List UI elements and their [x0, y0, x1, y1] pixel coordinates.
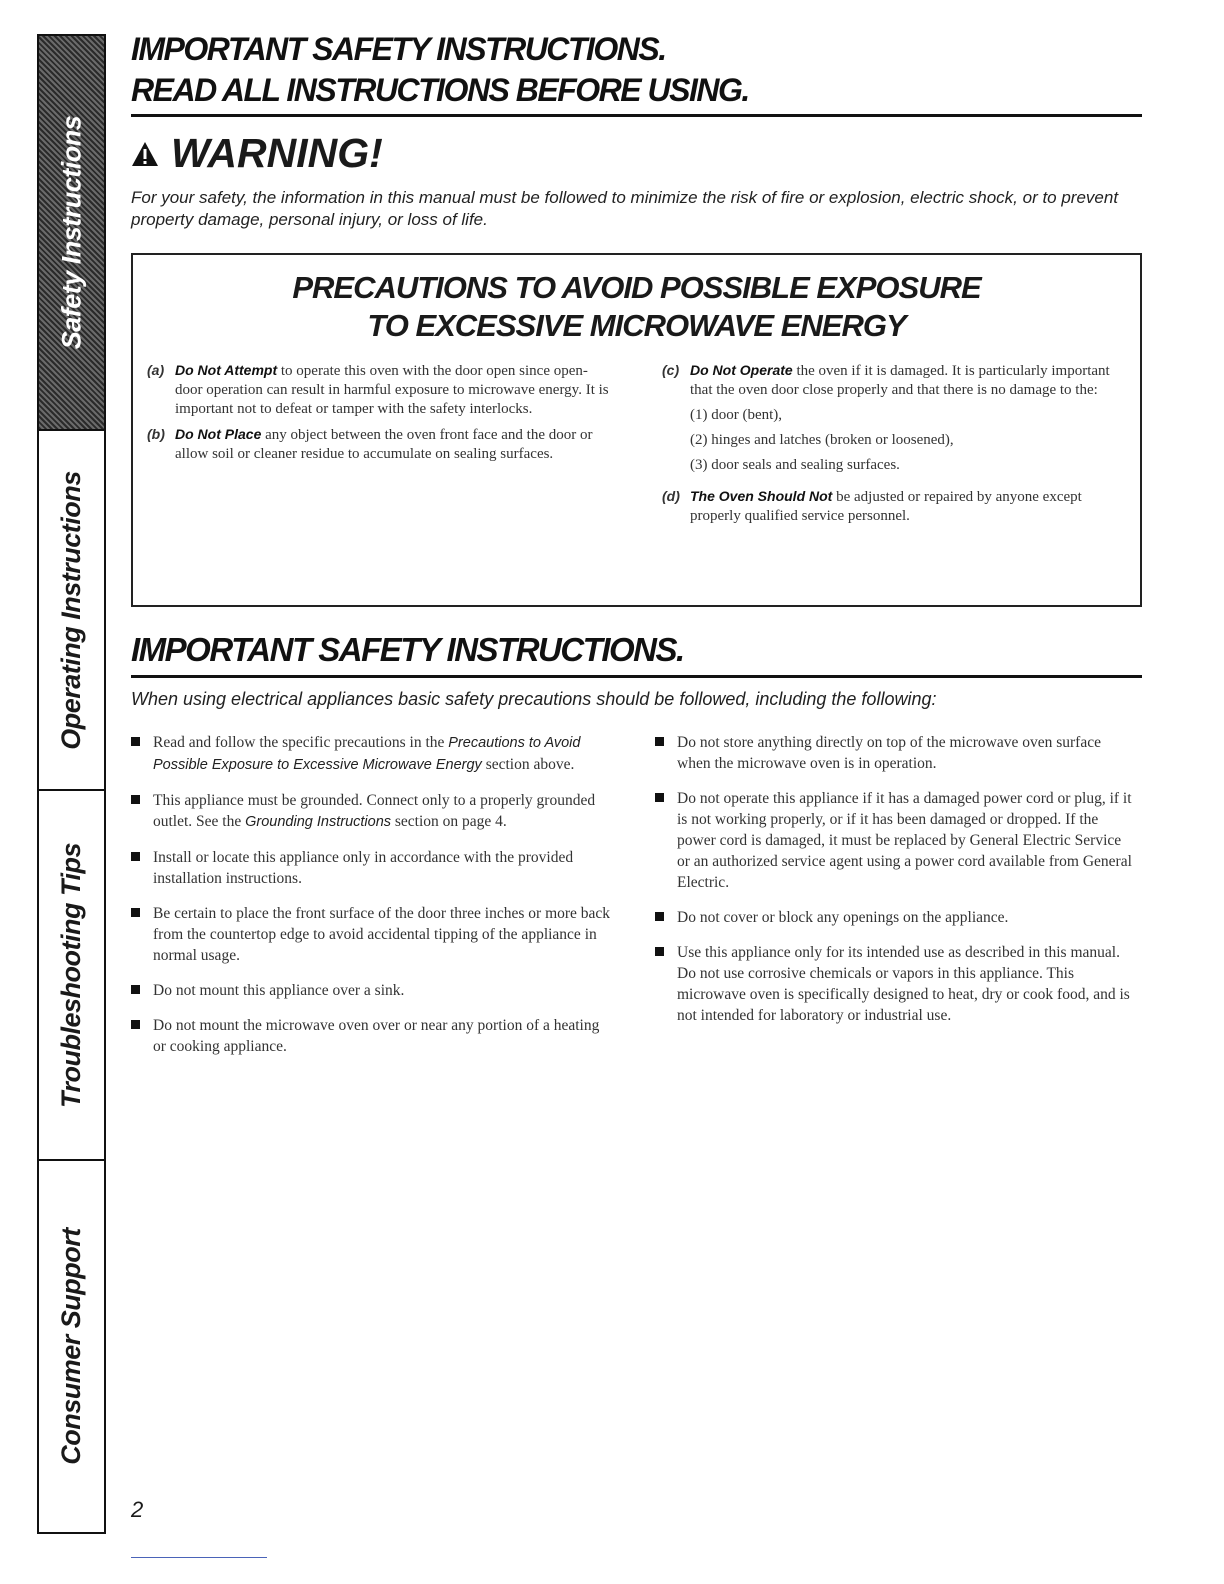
warning-title: WARNING!: [171, 130, 383, 176]
precaution-subitem: (2) hinges and latches (broken or loosened),: [690, 432, 954, 448]
item-letter: (a): [147, 362, 165, 378]
tab-operating-instructions[interactable]: [37, 429, 106, 789]
item-text: section above.: [481, 756, 575, 773]
item-letter: (b): [147, 426, 165, 442]
list-item: Install or locate this appliance only in accordance with the provided installation instructions.: [131, 847, 611, 889]
item-lead: Do Not Operate: [690, 362, 793, 378]
tab-label: Troubleshooting Tips: [56, 842, 86, 1108]
list-item: Do not cover or block any openings on the appliance.: [655, 907, 1135, 928]
list-item: [131, 732, 611, 776]
precautions-right-column: [648, 361, 1118, 532]
safety-left-list: [131, 732, 611, 1071]
warning-heading: [131, 130, 383, 177]
precautions-title: [133, 269, 1140, 345]
item-text: This appliance must be grounded. Connect only to a properly grounded outlet. See the: [153, 792, 596, 830]
item-text: the oven if it is damaged. It is particularly important that the oven door close properly and that there is no damage to the:: [690, 363, 1110, 398]
precaution-item: [133, 361, 613, 419]
tab-consumer-support[interactable]: [37, 1159, 106, 1534]
item-text: any object between the oven front face and the door or allow soil or cleaner residue to accumulate on sealing surfaces.: [175, 427, 593, 462]
tab-label: Safety Instructions: [56, 115, 86, 350]
item-lead: Do Not Place: [175, 426, 262, 442]
page-number: 2: [131, 1497, 144, 1522]
precaution-item: [648, 487, 1118, 526]
item-text: Read and follow the specific precautions in the: [153, 734, 449, 751]
list-item: Do not store anything directly on top of the microwave oven surface when the microwave oven is in operation.: [655, 732, 1135, 774]
tab-troubleshooting-tips[interactable]: [37, 789, 106, 1159]
warning-text: For your safety, the information in this manual must be followed to minimize the risk of fire or explosion, electric shock, or to prevent property damage, personal injury, or loss of life.: [131, 188, 1119, 229]
header-line-1: IMPORTANT SAFETY INSTRUCTIONS.: [131, 31, 666, 67]
safety-section-title: IMPORTANT SAFETY INSTRUCTIONS.: [131, 631, 684, 668]
tab-safety-instructions[interactable]: [37, 34, 106, 429]
list-item: Do not mount the microwave oven over or near any portion of a heating or cooking appliance.: [131, 1015, 611, 1057]
header-rule: [131, 114, 1142, 117]
precautions-left-column: [133, 361, 613, 470]
precautions-title-line-2: TO EXCESSIVE MICROWAVE ENERGY: [367, 308, 906, 343]
footer-line: [131, 1557, 267, 1558]
safety-intro: When using electrical appliances basic safety precautions should be followed, including the following:: [131, 689, 937, 709]
precaution-item: [133, 425, 613, 464]
item-text: be adjusted or repaired by anyone except properly qualified service personnel.: [690, 489, 1082, 524]
list-item: Use this appliance only for its intended use as described in this manual. Do not use corrosive chemicals or vapors in this appliance. This microwave oven is specifically designed to heat, dry or cook food, and is not intended for laboratory or industrial use.: [655, 942, 1135, 1026]
precaution-subitem: (3) door seals and sealing surfaces.: [690, 457, 900, 473]
list-item: Do not mount this appliance over a sink.: [131, 980, 611, 1001]
list-item: Do not operate this appliance if it has a damaged power cord or plug, if it is not working properly, or if it has been damaged or dropped. If the power cord is damaged, it must be replaced by General Electric Service or an authorized service agent using a power cord available from General Electric.: [655, 788, 1135, 893]
tab-label: Operating Instructions: [56, 470, 86, 750]
list-item: Be certain to place the front surface of the door three inches or more back from the countertop edge to avoid accidental tipping of the appliance in normal usage.: [131, 903, 611, 966]
item-letter: (c): [662, 362, 680, 378]
header-line-2: READ ALL INSTRUCTIONS BEFORE USING.: [131, 72, 749, 108]
precautions-box: [131, 253, 1142, 607]
precautions-title-line-1: PRECAUTIONS TO AVOID POSSIBLE EXPOSURE: [292, 270, 981, 305]
warning-triangle-icon: [131, 130, 171, 177]
list-item: [131, 790, 611, 833]
item-lead: Do Not Attempt: [175, 362, 278, 378]
section-sidebar: [37, 34, 106, 1534]
item-lead: The Oven Should Not: [690, 488, 833, 504]
item-text: section on page 4.: [391, 813, 507, 830]
item-text: to operate this oven with the door open since open-door operation can result in harmful exposure to microwave energy. It is important not to defeat or tamper with the safety interlocks.: [175, 363, 609, 417]
item-reference: Precautions to Avoid Possible Exposure to Excessive Microwave Energy: [153, 735, 581, 773]
tab-label: Consumer Support: [56, 1228, 87, 1465]
precaution-item: [648, 361, 1118, 400]
precaution-subitem: (1) door (bent),: [690, 407, 783, 423]
item-reference: Grounding Instructions: [245, 814, 392, 830]
item-letter: (d): [662, 488, 680, 504]
safety-section-rule: [131, 675, 1142, 678]
safety-right-list: [655, 732, 1135, 1040]
